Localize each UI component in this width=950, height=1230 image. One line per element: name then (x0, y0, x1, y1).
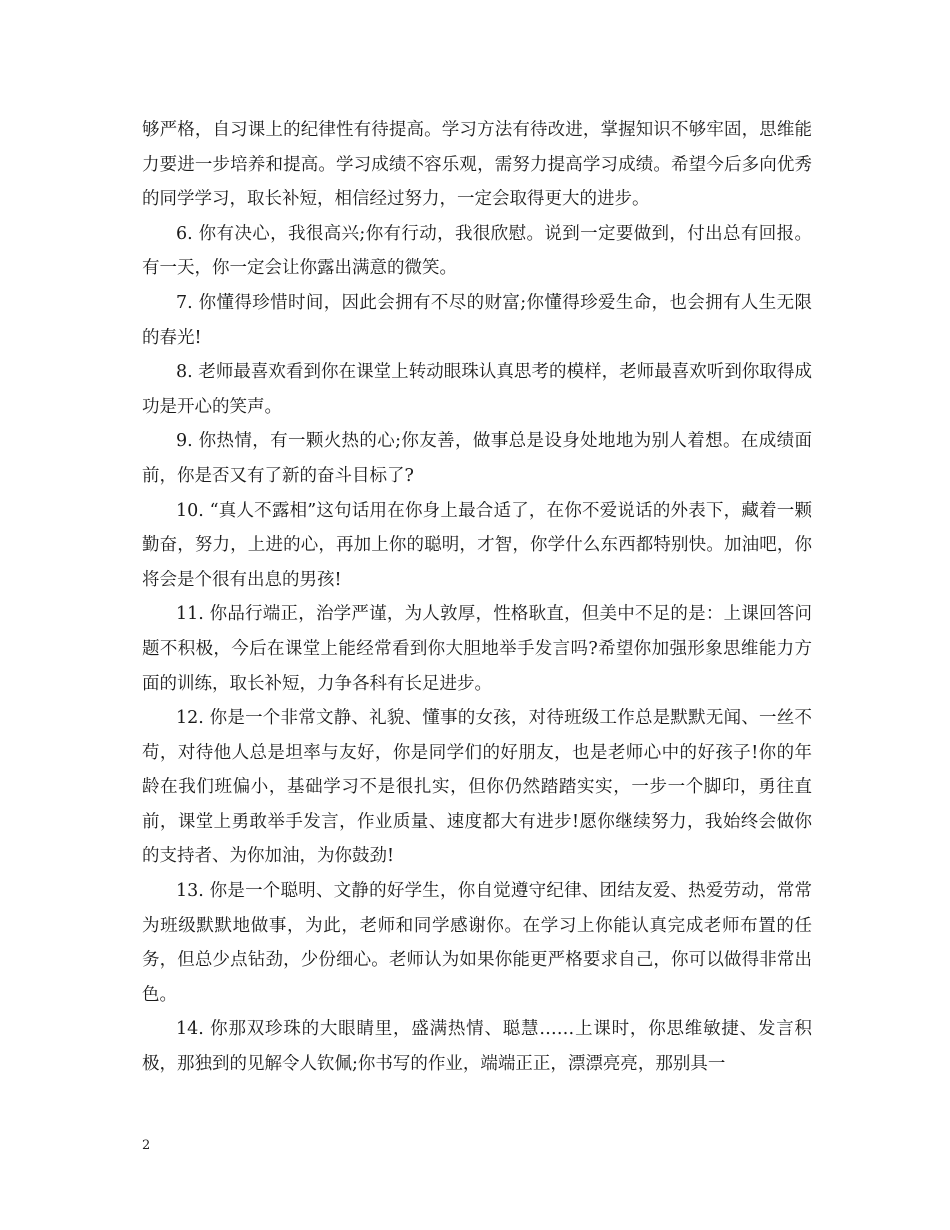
page-number: 2 (142, 1138, 151, 1153)
document-body (142, 113, 812, 1082)
paragraph-item-9: 9. 你热情，有一颗火热的心;你友善，做事总是设身处地地为别人着想。在成绩面前，你是否又有了新的奋斗目标了? (142, 431, 812, 486)
paragraph-item-7: 7. 你懂得珍惜时间，因此会拥有不尽的财富;你懂得珍爱生命，也会拥有人生无限的春光! (142, 292, 812, 348)
paragraph-item-13: 13. 你是一个聪明、文静的好学生，你自觉遵守纪律、团结友爱、热爱劳动，常常为班级默默地做事，为此，老师和同学感谢你。在学习上你能认真完成老师布置的任务，但总少点钻劲，少份细心。老师认为如果你能更严格要求自己，你可以做得非常出色。 (142, 881, 812, 1005)
paragraph-item-11: 11. 你品行端正，治学严谨，为人敦厚，性格耿直，但美中不足的是：上课回答问题不积极，今后在课堂上能经常看到你大胆地举手发言吗?希望你加强形象思维能力方面的训练，取长补短，力争各科有长足进步。 (142, 604, 812, 694)
paragraph-item-14: 14. 你那双珍珠的大眼睛里，盛满热情、聪慧……上课时，你思维敏捷、发言积极，那独到的见解令人钦佩;你书写的作业，端端正正，漂漂亮亮，那别具一 (142, 1019, 812, 1075)
paragraph-continuation: 够严格，自习课上的纪律性有待提高。学习方法有待改进，掌握知识不够牢固，思维能力要进一步培养和提高。学习成绩不容乐观，需努力提高学习成绩。希望今后多向优秀的同学学习，取长补短，相信经过努力，一定会取得更大的进步。 (142, 120, 812, 210)
paragraph-item-6: 6. 你有决心，我很高兴;你有行动，我很欣慰。说到一定要做到，付出总有回报。有一天，你一定会让你露出满意的微笑。 (142, 223, 812, 279)
paragraph-item-12: 12. 你是一个非常文静、礼貌、懂事的女孩，对待班级工作总是默默无闻、一丝不苟，对待他人总是坦率与友好，你是同学们的好朋友，也是老师心中的好孩子!你的年龄在我们班偏小，基础学习不是很扎实，但你仍然踏踏实实，一步一个脚印，勇往直前，课堂上勇敢举手发言，作业质量、速度都大有进步!愿你继续努力，我始终会做你的支持者、为你加油，为你鼓劲! (142, 708, 812, 867)
paragraph-item-10: 10. “真人不露相”这句话用在你身上最合适了，在你不爱说话的外表下，藏着一颗勤奋，努力，上进的心，再加上你的聪明，才智，你学什么东西都特别快。加油吧，你将会是个很有出息的男孩! (142, 500, 812, 590)
paragraph-item-8: 8. 老师最喜欢看到你在课堂上转动眼珠认真思考的模样，老师最喜欢听到你取得成功是开心的笑声。 (142, 362, 812, 417)
